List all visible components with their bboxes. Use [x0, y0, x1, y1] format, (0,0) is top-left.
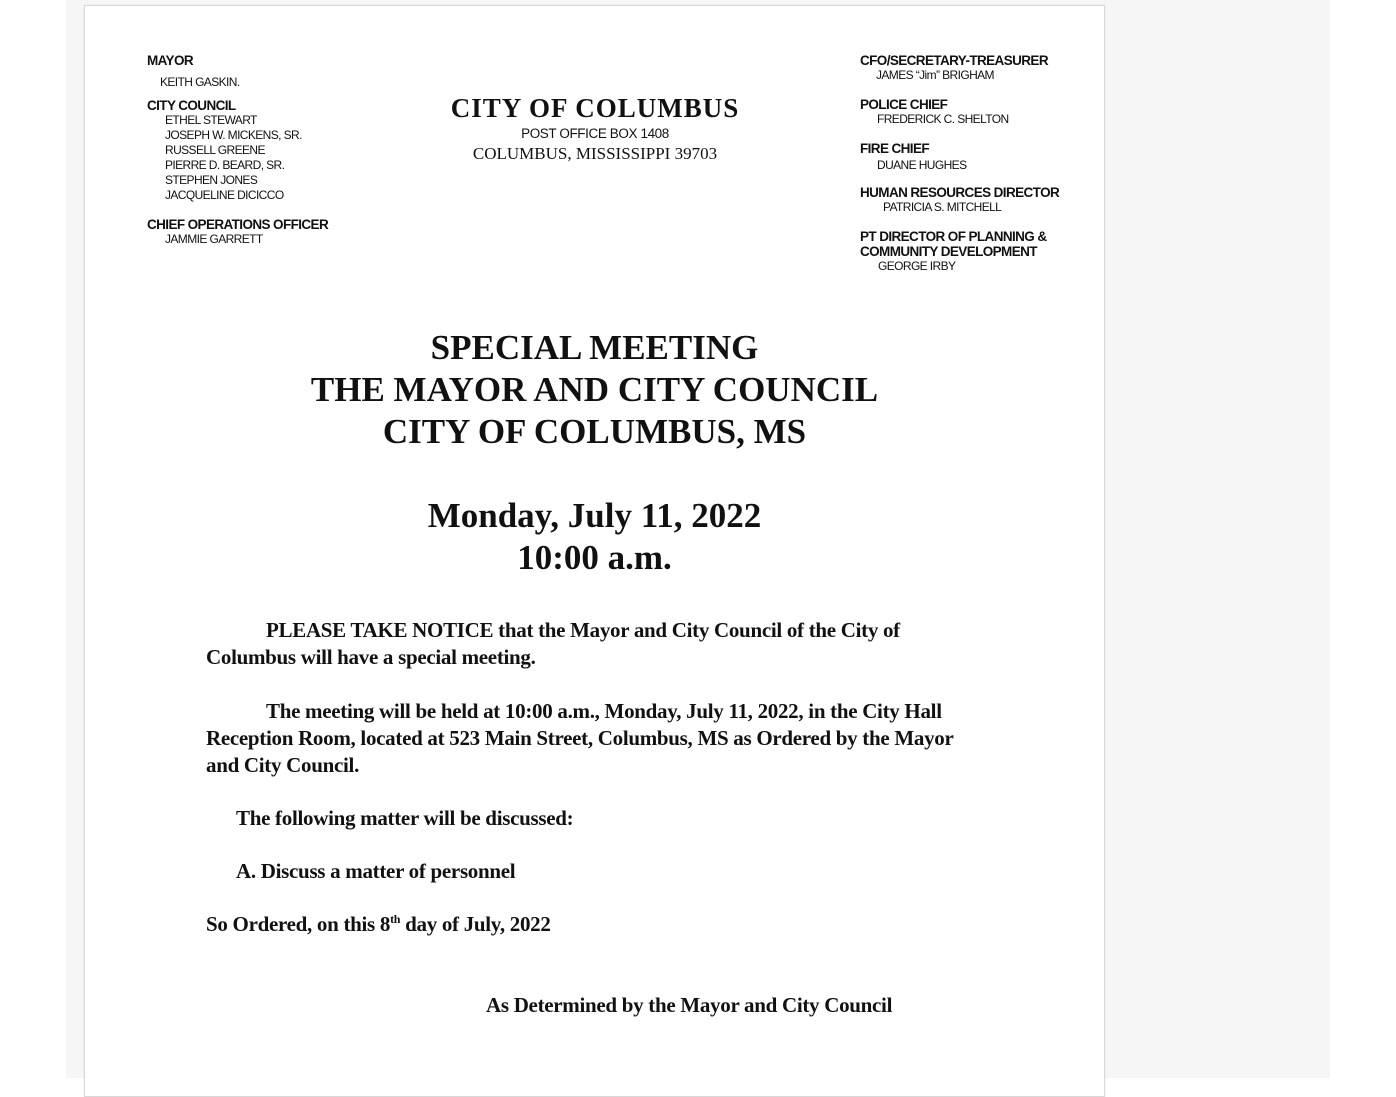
meeting-time: 10:00 a.m.: [517, 538, 672, 577]
po-box: POST OFFICE BOX 1408: [521, 126, 669, 141]
matter-intro: The following matter will be discussed:: [236, 806, 574, 830]
right-officials-list: [860, 53, 1090, 274]
person-mayor: KEITH GASKIN.: [160, 75, 240, 89]
city-address: COLUMBUS, MISSISSIPPI 39703: [472, 144, 718, 163]
person-cfo: JAMES “Jim” BRIGHAM: [876, 68, 994, 82]
person-coo: JAMMIE GARRETT: [165, 232, 263, 246]
council-member: RUSSELL GREENE: [165, 143, 265, 157]
meeting-title: [85, 327, 1104, 453]
role-hr-director: HUMAN RESOURCES DIRECTOR: [860, 185, 1060, 200]
person-fire-chief: DUANE HUGHES: [877, 158, 967, 172]
document-page: [84, 5, 1105, 1097]
signature-line: As Determined by the Mayor and City Council: [486, 993, 893, 1017]
role-cfo: CFO/SECRETARY-TREASURER: [860, 53, 1048, 68]
ordinal-suffix: th: [390, 912, 401, 926]
person-hr-director: PATRICIA S. MITCHELL: [883, 200, 1002, 214]
details-paragraph: The meeting will be held at 10:00 a.m., Monday, July 11, 2022, in the City Hall Reception Room, located at 523 Main Street, Columbus, MS as Ordered by the Mayor and City Council.: [206, 699, 954, 777]
meeting-date: Monday, July 11, 2022: [427, 496, 762, 535]
so-ordered-text: So Ordered, on this 8: [206, 912, 391, 936]
council-member: JACQUELINE DICICCO: [165, 188, 284, 202]
person-planning-director: GEORGE IRBY: [878, 259, 956, 273]
council-member: ETHEL STEWART: [165, 113, 257, 127]
city-title: CITY OF COLUMBUS: [450, 93, 740, 123]
matter-item: A. Discuss a matter of personnel: [236, 859, 516, 883]
council-member: JOSEPH W. MICKENS, SR.: [165, 128, 302, 142]
role-mayor: MAYOR: [147, 53, 194, 68]
role-fire-chief: FIRE CHIEF: [860, 141, 930, 156]
role-planning-director: PT DIRECTOR OF PLANNING &: [860, 229, 1047, 244]
council-member: PIERRE D. BEARD, SR.: [165, 158, 285, 172]
role-chief-operations-officer: CHIEF OPERATIONS OFFICER: [147, 217, 329, 232]
left-officials-list: [147, 53, 387, 247]
council-member: STEPHEN JONES: [165, 173, 258, 187]
meeting-title-line: SPECIAL MEETING: [430, 328, 759, 367]
notice-paragraph: PLEASE TAKE NOTICE that the Mayor and City Council of the City of Columbus will have a special meeting.: [206, 618, 900, 669]
meeting-title-line: THE MAYOR AND CITY COUNCIL: [310, 370, 879, 409]
so-ordered-date: day of July, 2022: [400, 912, 551, 936]
person-police-chief: FREDERICK C. SHELTON: [877, 112, 1009, 126]
meeting-datetime: [85, 495, 1104, 579]
role-police-chief: POLICE CHIEF: [860, 97, 948, 112]
so-ordered-line: [206, 911, 976, 938]
meeting-title-line: CITY OF COLUMBUS, MS: [382, 412, 807, 451]
role-city-council: CITY COUNCIL: [147, 98, 236, 113]
letterhead: [385, 92, 805, 165]
role-planning-director-line2: COMMUNITY DEVELOPMENT: [860, 244, 1037, 259]
